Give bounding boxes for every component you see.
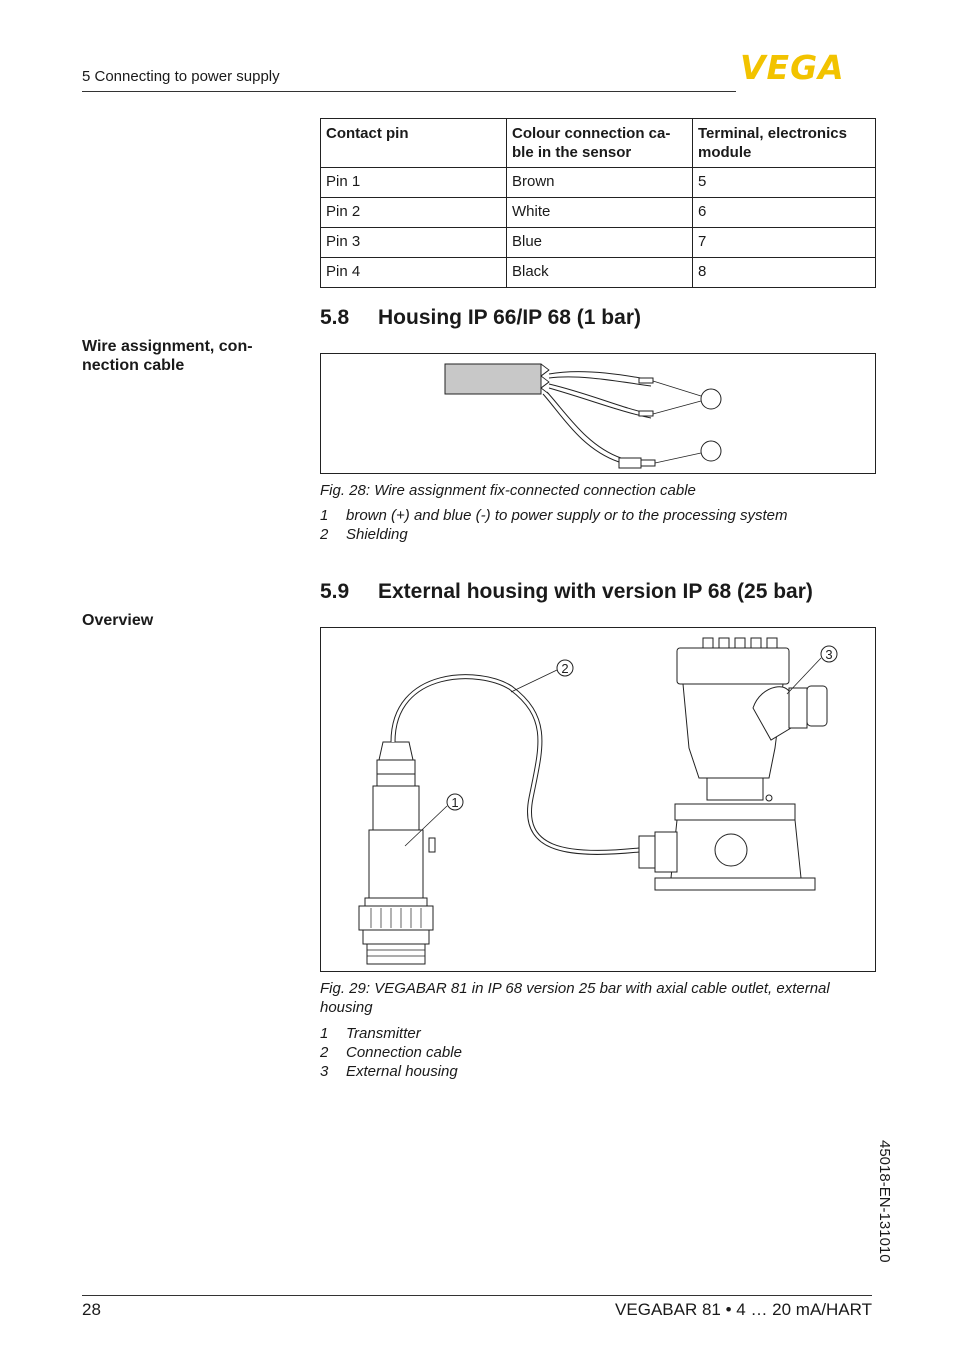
- table-cell: Pin 3: [321, 228, 507, 258]
- table-cell: 6: [693, 198, 876, 228]
- legend-number: 2: [320, 1044, 329, 1061]
- table-cell: Pin 1: [321, 168, 507, 198]
- legend-text: Shielding: [346, 526, 408, 543]
- callout-circle-1: [701, 389, 721, 409]
- legend-text: Connection cable: [346, 1044, 462, 1061]
- side-label-wire-assignment: Wire assignment, con-nection cable: [82, 338, 253, 374]
- table-row: [321, 258, 876, 288]
- external-housing-body: [639, 638, 827, 890]
- legend-item: [320, 1024, 421, 1043]
- table-cell: Blue: [507, 228, 693, 258]
- pin-assignment-table: [320, 118, 876, 288]
- table-cell: 5: [693, 168, 876, 198]
- vega-logo: VEGA: [740, 48, 845, 87]
- figure-28-caption: Fig. 28: Wire assignment fix-connected connection cable: [320, 482, 696, 499]
- footer-divider: [82, 1295, 872, 1296]
- table-cell: White: [507, 198, 693, 228]
- section-heading-5-9: [320, 580, 813, 604]
- page-number: 28: [82, 1300, 101, 1319]
- table-row: [321, 228, 876, 258]
- figure-28-wire-assignment: [320, 353, 876, 474]
- wire-conductors: [543, 372, 651, 462]
- legend-number: 2: [320, 526, 329, 543]
- legend-text: External housing: [346, 1063, 458, 1080]
- table-cell: Brown: [507, 168, 693, 198]
- legend-text: brown (+) and blue (-) to power supply or to the processing system: [346, 507, 788, 524]
- section-title: Housing IP 66/IP 68 (1 bar): [378, 306, 641, 329]
- table-row: [321, 168, 876, 198]
- legend-item: [320, 506, 787, 525]
- footer-document-title: VEGABAR 81 • 4 … 20 mA/HART: [615, 1300, 872, 1319]
- external-housing-drawing: [321, 628, 875, 971]
- legend-text: Transmitter: [346, 1025, 421, 1042]
- table-cell: 8: [693, 258, 876, 288]
- legend-item: [320, 1062, 458, 1081]
- section-number: 5.9: [320, 580, 350, 603]
- shield-braid: [541, 364, 549, 394]
- table-cell: Black: [507, 258, 693, 288]
- section-title: External housing with version IP 68 (25 bar): [378, 580, 813, 603]
- wire-ends: [619, 378, 655, 468]
- wire-assignment-drawing: [321, 354, 875, 473]
- running-header: 5 Connecting to power supply: [82, 68, 280, 85]
- table-row: [321, 198, 876, 228]
- callout-label-3: 3: [825, 647, 833, 662]
- side-label-overview: Overview: [82, 612, 154, 629]
- transmitter-body: [359, 742, 435, 964]
- legend-number: 3: [320, 1063, 329, 1080]
- legend-item: [320, 525, 408, 544]
- table-header-row: [321, 119, 876, 168]
- callout-circle-2: [701, 441, 721, 461]
- section-heading-5-8: [320, 306, 641, 330]
- document-id: 45018-EN-131010: [876, 1140, 893, 1263]
- connection-cable-outer: [393, 677, 639, 853]
- table-cell: Pin 2: [321, 198, 507, 228]
- figure-29-caption: Fig. 29: VEGABAR 81 in IP 68 version 25 bar with axial cable outlet, external housing: [320, 980, 830, 1016]
- figure-29-external-housing: [320, 627, 876, 972]
- cable-jacket: [445, 364, 541, 394]
- connection-cable-inner: [393, 677, 639, 853]
- legend-item: [320, 1043, 462, 1062]
- callout-label-2: 2: [561, 661, 569, 676]
- column-header: Colour connection ca-ble in the sensor: [507, 119, 693, 168]
- legend-number: 1: [320, 1025, 329, 1042]
- legend-number: 1: [320, 507, 329, 524]
- table-cell: Pin 4: [321, 258, 507, 288]
- callout-leaders: [653, 381, 701, 463]
- column-header: Terminal, electronics module: [693, 119, 876, 168]
- callout-label-1: 1: [451, 795, 459, 810]
- section-number: 5.8: [320, 306, 350, 329]
- header-divider: [82, 91, 736, 92]
- table-cell: 7: [693, 228, 876, 258]
- column-header: Contact pin: [321, 119, 507, 168]
